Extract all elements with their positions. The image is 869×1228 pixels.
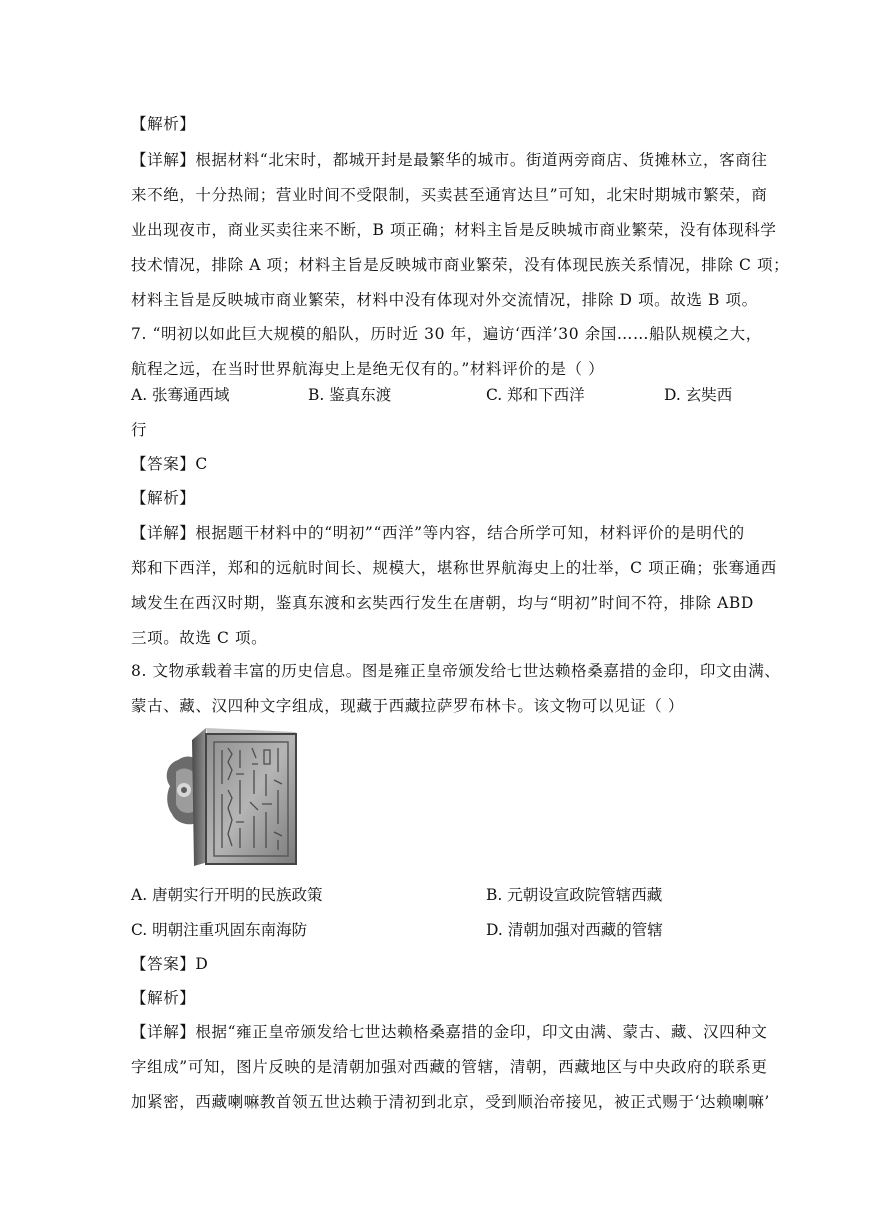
explanation-line: 业出现夜市，商业买卖往来不断，B 项正确；材料主旨是反映城市商业繁荣，没有体现科学 [131,221,777,239]
option-b: B. 元朝设宣政院管辖西藏 [486,886,663,904]
explanation-line: 【详解】根据材料“北宋时，都城开封是最繁华的城市。街道两旁商店、货摊林立，客商往 [131,151,768,169]
analysis-heading: 【解析】 [131,489,196,507]
option-c: C. 郑和下西洋 [486,386,585,404]
explanation-line: 字组成”可知，图片反映的是清朝加强对西藏的管辖，清朝，西藏地区与中央政府的联系更 [131,1058,768,1076]
option-d: D. 玄奘西 [664,386,733,404]
explanation-line: 域发生在西汉时期，鉴真东渡和玄奘西行发生在唐朝，均与“明初”时间不符，排除 ABD [131,594,754,612]
explanation-line: 【详解】根据“雍正皇帝颁发给七世达赖格桑嘉措的金印，印文由满、蒙古、藏、汉四种文 [131,1023,768,1041]
answer-line: 【答案】D [131,955,209,973]
option-c: C. 明朝注重巩固东南海防 [131,921,308,939]
explanation-line: 材料主旨是反映城市商业繁荣，材料中没有体现对外交流情况，排除 D 项。故选 B 项。 [131,291,758,309]
question-7-text: 航程之远，在当时世界航海史上是绝无仅有的。”材料评价的是（ ） [131,360,605,378]
option-a: A. 张骞通西域 [131,386,230,404]
explanation-line: 技术情况，排除 A 项；材料主旨是反映城市商业繁荣，没有体现民族关系情况，排除 C 项； [131,256,790,274]
question-8-text: 8. 文物承载着丰富的历史信息。图是雍正皇帝颁发给七世达赖格桑嘉措的金印，印文由满、 [131,662,781,680]
option-d: D. 清朝加强对西藏的管辖 [486,921,663,939]
option-a: A. 唐朝实行开明的民族政策 [131,886,323,904]
analysis-heading: 【解析】 [131,989,196,1007]
explanation-line: 来不绝，十分热闹；营业时间不受限制，买卖甚至通宵达旦”可知，北宋时期城市繁荣，商 [131,186,768,204]
option-d-continuation: 行 [131,421,148,439]
explanation-line: 【详解】根据题干材料中的“明初”“西洋”等内容，结合所学可知，材料评价的是明代的 [131,524,745,542]
explanation-line: 加紧密，西藏喇嘛教首领五世达赖于清初到北京，受到顺治帝接见，被正式赐于‘达赖喇嘛’ [131,1093,770,1111]
option-b: B. 鉴真东渡 [308,386,392,404]
analysis-heading: 【解析】 [131,115,196,133]
question-8-text: 蒙古、藏、汉四种文字组成，现藏于西藏拉萨罗布林卡。该文物可以见证（ ） [131,697,684,715]
golden-seal-image [162,724,304,870]
explanation-line: 郑和下西洋，郑和的远航时间长、规模大，堪称世界航海史上的壮举，C 项正确；张骞通西 [131,559,777,577]
answer-line: 【答案】C [131,455,208,473]
question-7-text: 7. “明初以如此巨大规模的船队，历时近 30 年，遍访‘西洋’30 余国……船队规模之大， [131,325,762,343]
explanation-line: 三项。故选 C 项。 [131,629,268,647]
